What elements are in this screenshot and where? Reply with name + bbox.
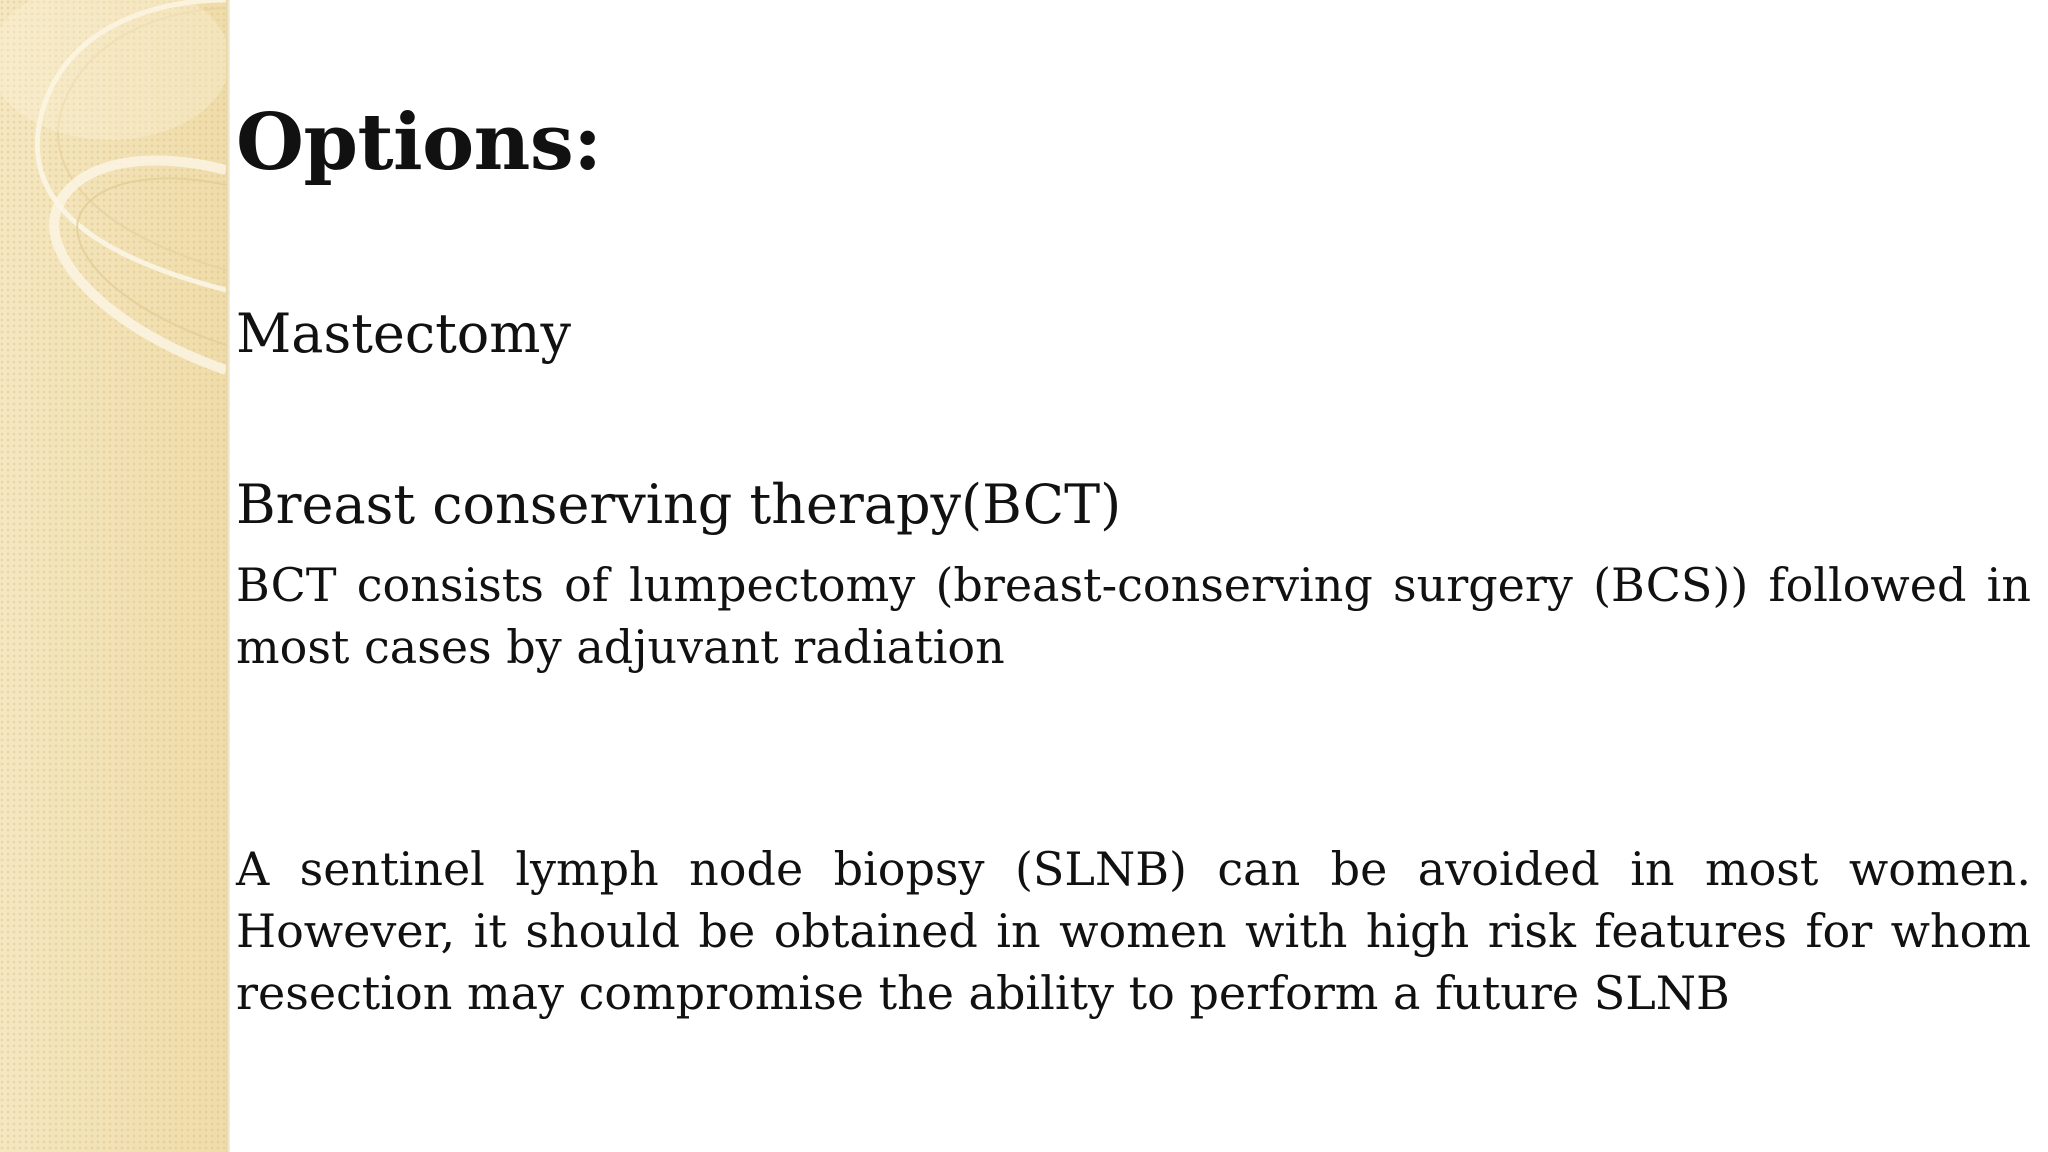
slide-title: Options: xyxy=(236,97,602,188)
sidebar-divider xyxy=(226,0,230,1152)
slnb-paragraph: A sentinel lymph node biopsy (SLNB) can be avoided in most women. However, it should be obtained in women with high risk features for whom resection may compromise the ability to perform a future SLNB xyxy=(236,842,2031,1020)
decorative-sidebar xyxy=(0,0,226,1152)
option-breast-conserving-therapy: Breast conserving therapy(BCT) xyxy=(236,473,1122,536)
option-mastectomy: Mastectomy xyxy=(236,302,572,365)
decorative-swirl-icon xyxy=(0,0,226,420)
bct-description-paragraph: BCT consists of lumpectomy (breast-conserving surgery (BCS)) followed in most cases by adjuvant radiation xyxy=(236,558,2031,674)
slide-content xyxy=(236,0,2031,1152)
